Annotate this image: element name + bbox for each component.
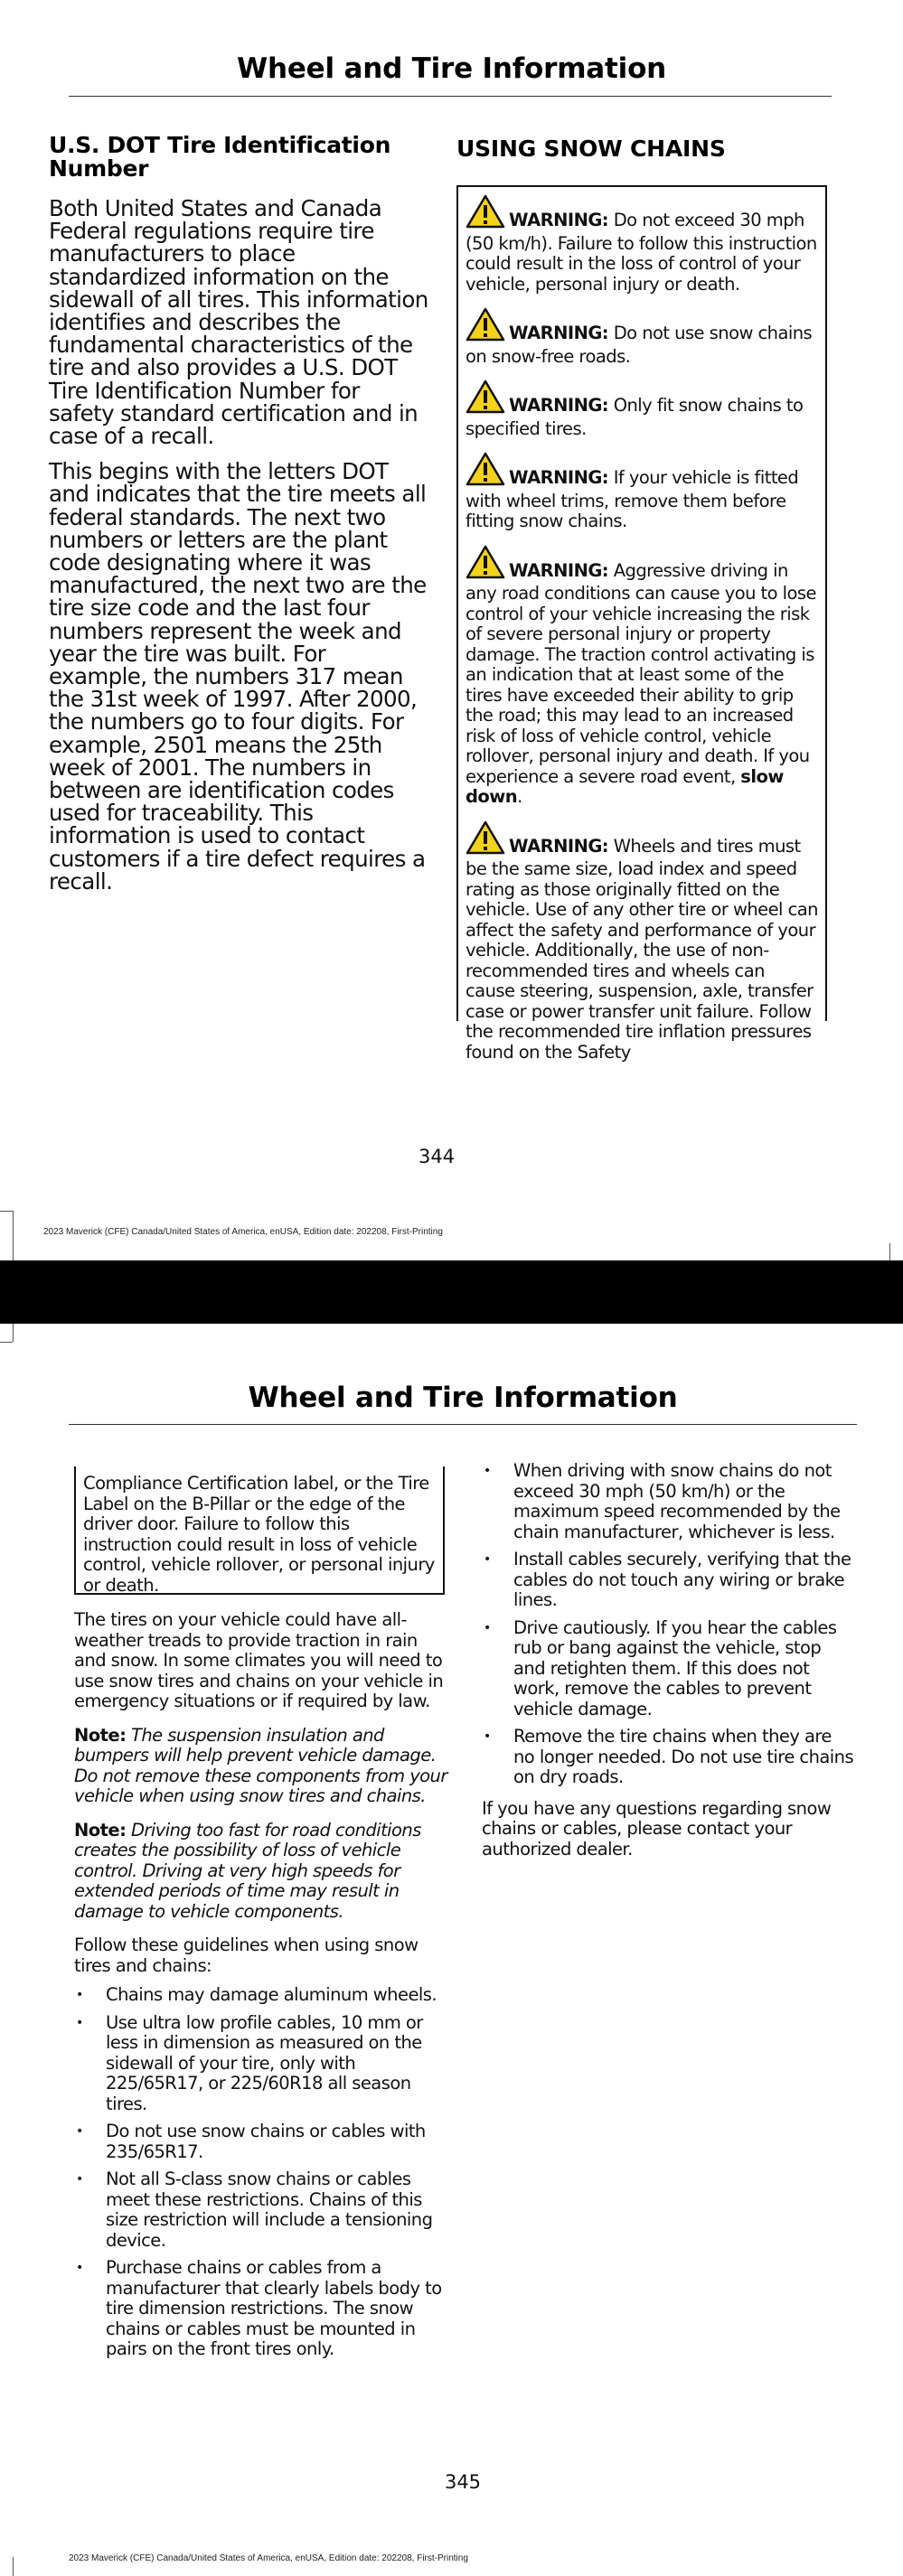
list-item: • Install cables securely, verifying that the cables do not touch any wiring or brake lines. [482, 1550, 857, 1611]
warning-triangle-icon [466, 820, 505, 860]
crop-mark [13, 1211, 14, 1260]
paragraph: The tires on your vehicle could have all-weather treads to provide traction in rain and snow. In some climates you will need to use snow tires and chains on your vehicle in emergency situations or if required by law. [74, 1609, 444, 1711]
crop-mark [13, 1324, 14, 1342]
warning-text: Compliance Certification label, or the Tire Label on the B-Pillar or the edge of the driver door. Failure to follow this instruction could result in loss of vehicle control, vehicle rollover, or personal injury or death. [83, 1473, 435, 1596]
warning-triangle-icon [466, 452, 505, 492]
left-column [49, 134, 428, 906]
page-footer: 2023 Maverick (CFE) Canada/United States of America, enUSA, Edition date: 202208, First-Printing [69, 2553, 468, 2563]
warning-item [466, 452, 818, 532]
warning-triangle-icon [466, 307, 505, 347]
list-item: • Do not use snow chains or cables with 235/65R17. [74, 2122, 454, 2162]
warning-emphasis: slow down [466, 765, 784, 807]
crop-mark [889, 1243, 890, 1260]
warning-box-continued [74, 1466, 445, 1595]
guideline-list [74, 1985, 454, 2360]
note-label: Note: [74, 1819, 127, 1841]
section-heading-snow-chains: USING SNOW CHAINS [456, 136, 726, 162]
page-344 [0, 0, 903, 1260]
warning-text: Aggressive driving in any road conditions can cause you to lose control of your vehicle increasing the risk of severe personal injury or property damage. The traction control activating is an indication that at least some of the tires have exceeded their ability to grip the road; this may lead to an increased risk of loss of vehicle control, vehicle rollover, personal injury and death. If you experience a severe road event, [466, 559, 816, 787]
list-item: • Chains may damage aluminum wheels. [74, 1985, 454, 2006]
left-column [74, 1610, 454, 2367]
page-footer: 2023 Maverick (CFE) Canada/United States of America, enUSA, Edition date: 202208, First-Printing [43, 1227, 443, 1237]
warning-triangle-icon [466, 194, 505, 234]
note-text: The suspension insulation and bumpers will help prevent vehicle damage. Do not remove these components from your vehicle when using snow tires and chains. [74, 1724, 447, 1806]
note-label: Note: [74, 1724, 127, 1746]
crop-mark [0, 1342, 13, 1343]
list-item: • When driving with snow chains do not exceed 30 mph (50 km/h) or the maximum speed recommended by the chain manufacturer, whichever is less. [482, 1461, 857, 1542]
warning-item [466, 307, 818, 367]
paragraph: This begins with the letters DOT and indicates that the tire meets all federal standards. The next two numbers or letters are the plant code designating where it was manufactured, the next two are the tire size code and the last four numbers represent the week and year the tire was built. For example, the numbers 317 mean the 31st week of 1997. After 2000, the numbers go to four digits. For example, 2501 means the 25th week of 2001. The numbers in between are identification codes used for traceability. This information is used to contact customers if a tire defect requires a recall. [49, 458, 427, 895]
note [74, 1821, 454, 1923]
list-item: • Remove the tire chains when they are no longer needed. Do not use tire chains on dry roads. [482, 1727, 857, 1788]
header-rule [69, 96, 832, 97]
crop-mark [0, 1211, 13, 1212]
warning-label: WARNING: [509, 395, 609, 416]
list-item: • Not all S-class snow chains or cables meet these restrictions. Chains of this size restriction will include a tensioning device. [74, 2169, 454, 2251]
section-heading-dot-tin: U.S. DOT Tire Identification Number [49, 132, 391, 182]
warning-label: WARNING: [509, 210, 609, 230]
warning-item [466, 545, 818, 808]
header-rule [69, 1424, 857, 1425]
warning-item [466, 194, 818, 295]
paragraph: If you have any questions regarding snow chains or cables, please contact your authorized dealer. [482, 1797, 832, 1859]
warning-item [466, 820, 818, 1063]
warning-item [466, 379, 818, 439]
warning-text: Do not exceed 30 mph (50 km/h). Failure to follow this instruction could result in the loss of control of your vehicle, personal injury or death. [466, 210, 817, 295]
list-item: • Purchase chains or cables from a manufacturer that clearly labels body to tire dimension restrictions. The snow chains or cables must be mounted in pairs on the front tires only. [74, 2258, 454, 2360]
warning-triangle-icon [466, 545, 505, 585]
warning-text: Only fit snow chains to specified tires. [466, 395, 804, 439]
page-number: 345 [444, 2471, 482, 2493]
warning-text: Do not use snow chains on snow-free roads. [466, 323, 813, 367]
page-header-title: Wheel and Tire Information [248, 1382, 678, 1414]
note [74, 1726, 454, 1807]
page-header-title: Wheel and Tire Information [236, 52, 667, 85]
snow-chain-guidelines [482, 1461, 857, 1788]
paragraph: Follow these guidelines when using snow tires and chains: [74, 1934, 419, 1976]
warning-text: Wheels and tires must be the same size, load index and speed rating as those originally fitted on the vehicle. Use of any other tire or wheel can affect the safety and performance of your vehicle. Additionally, the use of non-recommended tires and wheels can cause steering, suspension, axle, transfer case or power transfer unit failure. Follow the recommended tire inflation pressures found on the Safety [466, 835, 818, 1063]
warning-text: If your vehicle is fitted with wheel trims, remove them before fitting snow chains. [466, 467, 799, 531]
page-number: 344 [418, 1146, 456, 1167]
warning-list [466, 194, 818, 1063]
crop-mark [13, 2557, 14, 2576]
page-345 [0, 1324, 903, 2576]
right-column [482, 1461, 857, 1873]
warning-label: WARNING: [509, 323, 609, 343]
warning-label: WARNING: [509, 559, 609, 581]
warning-label: WARNING: [509, 467, 609, 488]
warning-triangle-icon [466, 379, 505, 419]
paragraph: Both United States and Canada Federal regulations require tire manufacturers to place standardized information on the sidewall of all tires. This information identifies and describes the fundamental characteristics of the tire and also provides a U.S. DOT Tire Identification Number for safety standard certification and in case of a recall. [49, 195, 428, 450]
page-separator-band [0, 1260, 903, 1324]
note-text: Driving too fast for road conditions creates the possibility of loss of vehicle control. Driving at very high speeds for extended periods of time may result in damage to vehicle components. [74, 1819, 421, 1922]
list-item: • Drive cautiously. If you hear the cables rub or bang against the vehicle, stop and retighten them. If this does not work, remove the cables to prevent vehicle damage. [482, 1618, 857, 1720]
list-item: • Use ultra low profile cables, 10 mm or less in dimension as measured on the sidewall of your tire, only with 225/65R17, or 225/60R18 all season tires. [74, 2013, 454, 2115]
warning-box [456, 185, 827, 1063]
warning-period: . [517, 786, 522, 807]
warning-label: WARNING: [509, 835, 609, 857]
